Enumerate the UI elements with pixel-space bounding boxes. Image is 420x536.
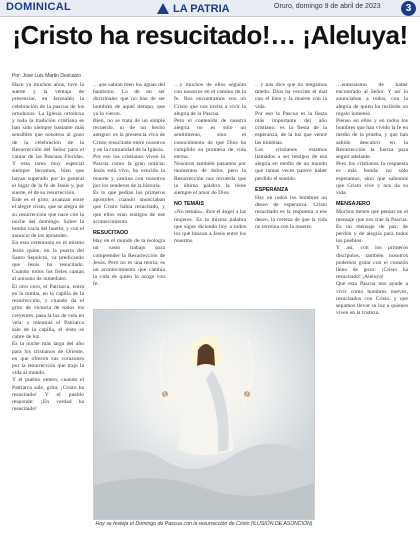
risen-christ-illustration: [94, 310, 315, 520]
paragraph: Por eso los cristianos viven la Pascua como la gran noticia: Jesús está vivo, ha vencido la muerte y camina con nosotros por los senderos de la historia.: [93, 154, 165, 189]
paragraph: Muchos tienen que pensar en el mensaje que nos trae la Pascua. Es un mensaje de paz, de perdón y de alegría para todos los pueblos.: [336, 209, 408, 245]
paragraph: Pero el contenido de nuestra alegría no es sólo un sentimiento, sino el conocimiento de que Dios ha cumplido su promesa de vida eterna.: [174, 118, 246, 161]
section-name: DOMINICAL: [6, 1, 72, 13]
newspaper-logo: [157, 2, 230, 15]
article-byline: Por: José Luis Martin Descalzo: [12, 73, 81, 79]
paragraph: …que sabían bien los aguas del bautismo. Lo de no ser doctrinales que no han de ser hombres de aquel tiempo, que ya lo vieron.: [93, 82, 165, 117]
paragraph: Bien, no se trata de un simple recuerdo, ni de un hecho antiguo: es la presencia viva de Cristo resucitado entre nosotros y en la comunidad de la Iglesia.: [93, 118, 165, 153]
paragraph: Y así, con los primeros discípulos, también nosotros podemos gritar con el corazón lleno de gozo: ¡Cristo ha resucitado! ¡Aleluya!: [336, 245, 408, 281]
page-number: 3: [401, 1, 416, 16]
paragraph: …entusiasmo de haber encontrado al Señor. Y así lo anunciaban a todos, con la alegría de quien ha recibido un regalo inmenso.: [336, 82, 408, 117]
resurrection-photo: [93, 309, 315, 520]
subheading: NO TEMÁIS: [174, 201, 204, 208]
paragraph: En esta ceremonia es el mismo Jesús quien, en la puerta del Santo Sepulcro, va predicando que Jesús ha resucitado. Cuando todos los fieles cantan al unísono de inmediato.: [12, 240, 84, 283]
article-headline: ¡Cristo ha resucitado!… ¡Aleluya!: [12, 20, 408, 50]
issue-date: Oruro, domingo 9 de abril de 2023: [274, 3, 381, 10]
column-5: [336, 82, 408, 526]
paragraph: …y nos dice que no tengamos miedo. Dios ha vencido el mal con el bien y la muerte con la vida.: [255, 82, 327, 110]
paragraph: Hay en todos los hombres un deseo de esperanza. Cristo resucitado es la respuesta a ese deseo, la certeza de que la vida no termina con la muerte.: [255, 195, 327, 230]
paragraph: Nosotros también pasamos por momentos de dolor, pero la Resurrección nos recuerda que la última palabra la tiene siempre el amor de Dios.: [174, 161, 246, 197]
paragraph: «No temáis», dice el ángel a las mujeres. Es la misma palabra que sigue diciendo hoy a todos los que buscan a Jesús entre los muertos.: [174, 209, 246, 245]
paragraph: El otro coro, el Patriarca, entra en la tumba, en la capilla de la resurrección, y cuando da el grito de victoria de todos los creyentes, pasa la luz de vela en vela: y mientras el Patriarca sale de la capilla, el resto se cubre de luz.: [12, 283, 84, 341]
newspaper-name: LA PATRIA: [173, 2, 230, 15]
paragraph: Pienso en ellos y en todos los hombres que han vivido la fe en medio de la prueba, y que han sabido descubrir en la Resurrección la fuerza para seguir adelante.: [336, 118, 408, 161]
subheading: RESUCITADO: [93, 230, 129, 237]
page-header: [0, 0, 420, 17]
subheading: ESPERANZA: [255, 186, 289, 193]
paragraph: Este es el grito, avanzan entre el alegre cristo, que se alegra de su resurrección que nace con la noche del domingo. Sobre la tumba vacía del huerto, y con el anuncio de los apóstoles.: [12, 197, 84, 240]
paragraph: Que esta Pascua nos ayude a vivir como hombres nuevos, resucitados con Cristo, y que sepamos llevar su luz a quienes viven en la tristeza.: [336, 281, 408, 317]
paragraph: Por eso la Pascua es la fiesta más importante del año cristiano: es la fiesta de la esperanza, de la luz que vence las tinieblas.: [255, 110, 327, 146]
paragraph: Pero los cristianos la respuesta es más honda: no sólo esperamos, sino que sabemos que Cristo vive y nos da su vida.: [336, 161, 408, 197]
paragraph: Es la noche más larga del año para los cristianos de Oriente, en que ofrecen sus corazones por la resurrección que trajo la vida al mundo.: [12, 341, 84, 377]
paragraph: Y el pueblo entero, cuando el Patriarca sale, grita: ¡Cristo ha resucitado! Y el pueblo responde: ¡En verdad ha resucitado!: [12, 377, 84, 413]
paragraph: Los cristianos estamos llamados a ser testigos de esa alegría en medio de un mundo que tantas veces parece haber perdido el sentido.: [255, 146, 327, 182]
paragraph: …y muchos de ellos seguían con nosotros en el camino de la fe. Nos encontramos con un Cristo que nos invita a vivir la alegría de la Pascua.: [174, 82, 246, 117]
column-1: [12, 82, 84, 526]
paragraph: Hace ya muchos años, tuve la suerte y la ventaja de presenciar, en Jerusalén la celebración de la pascua de los ortodoxos. La Iglesia ortodoxa y toda la tradición cristiana se han sido siempre bastante más sensibles que nosotros al gozo de la celebración de la Resurrección del Señor para el cantar de las Pascuas Floridas. Y esta tarea muy especial siempre llevamos, bien que hayan superado por lo general el lugar de la fe de Jesús y, por suerte, el de su resurrección.: [12, 82, 84, 197]
subheading: MENSAJERO: [336, 201, 371, 208]
paragraph: Hay en el mundo de la teología un vasto trabajo para comprender la Resurrección de Jesús. Pero no es una teoría; es un acontecimiento que cambia la vida de quien lo acoge con fe.: [93, 238, 165, 288]
photo-caption: Hoy se festeja el Domingo de Pascua con la resurrección de Cristo (ILUSIÓN DE ASUNCIÓN): [93, 520, 315, 529]
triangle-logo-icon: [157, 3, 170, 14]
paragraph: Es lo que pedían los primeros apóstoles cuando anunciaban que Cristo había resucitado, y que ellos eran testigos de ese acontecimiento.: [93, 190, 165, 225]
